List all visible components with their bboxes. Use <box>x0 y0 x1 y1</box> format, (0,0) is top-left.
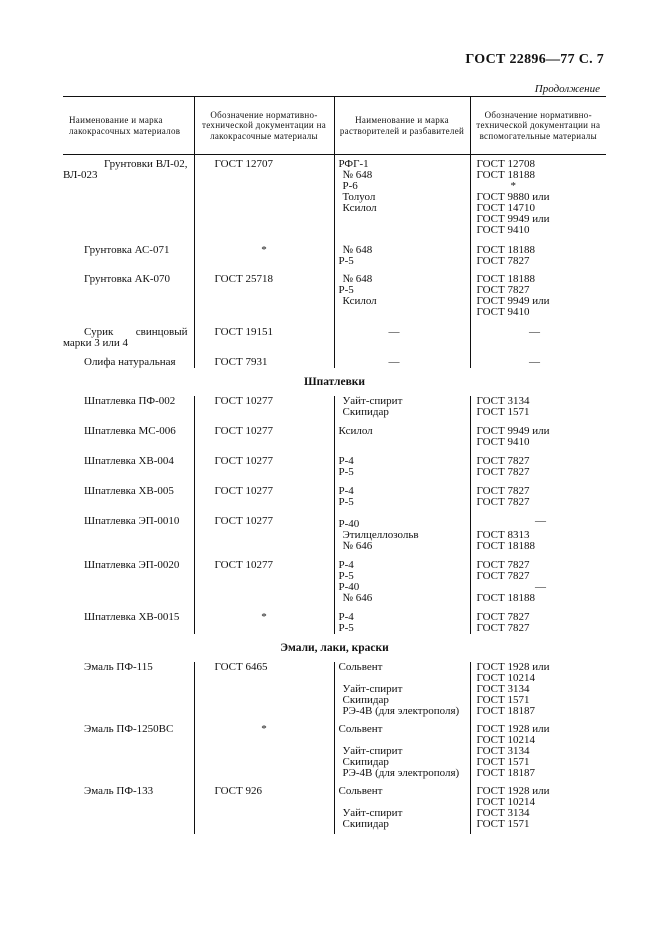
material-standard <box>194 155 334 237</box>
column-header-solvent: Наименование и марка растворителей и разбавителей <box>334 97 470 155</box>
material-name <box>63 318 194 349</box>
material-name-line: Олифа натуральная <box>84 356 176 368</box>
table-row <box>63 349 606 368</box>
table-row <box>63 155 606 237</box>
material-name-line: Шпатлевка ЭП-0020 <box>84 559 180 571</box>
material-standard <box>194 318 334 349</box>
aux-standard-item: ГОСТ 1571 <box>476 756 530 768</box>
solvent-item: РЭ-4В (для электрополя) <box>342 767 460 779</box>
material-name-line: Эмаль ПФ-133 <box>84 785 154 797</box>
material-standard <box>194 349 334 368</box>
continuation-label: Продолжение <box>534 83 600 95</box>
aux-standard-list <box>470 418 606 448</box>
table-row <box>63 604 606 634</box>
solvent-list <box>334 349 470 368</box>
aux-standard-item: ГОСТ 18188 <box>476 592 535 604</box>
table-row <box>63 448 606 478</box>
aux-standard-item: ГОСТ 7827 <box>476 559 530 571</box>
empty-dash: — <box>529 326 540 338</box>
solvent-item: Р-5 <box>338 570 354 582</box>
material-name <box>63 267 194 318</box>
standard-value: * <box>261 244 267 256</box>
standard-value: ГОСТ 10277 <box>214 485 273 497</box>
aux-standard-item: ГОСТ 18187 <box>476 705 535 717</box>
standard-value: ГОСТ 10277 <box>214 515 273 527</box>
aux-standard-item: ГОСТ 9410 <box>476 306 530 318</box>
aux-standard-item: ГОСТ 3134 <box>476 395 530 407</box>
solvent-list <box>334 267 470 318</box>
aux-standard-item: ГОСТ 1928 или <box>476 723 550 735</box>
aux-standard-item: ГОСТ 9949 или <box>476 295 550 307</box>
aux-standard-list <box>470 318 606 349</box>
solvent-list <box>334 418 470 448</box>
standard-value: ГОСТ 12707 <box>214 158 273 170</box>
aux-standard-item: ГОСТ 7827 <box>476 611 530 623</box>
solvent-list <box>334 662 470 717</box>
aux-standard-item: * <box>510 180 516 192</box>
material-name <box>63 604 194 634</box>
solvent-item: Р-4 <box>338 485 354 497</box>
aux-standard-list <box>470 508 606 552</box>
aux-standard-item: ГОСТ 10214 <box>476 796 535 808</box>
solvent-item: № 648 <box>342 169 373 181</box>
standard-value: ГОСТ 25718 <box>214 273 273 285</box>
aux-standard-item: ГОСТ 1571 <box>476 694 530 706</box>
aux-standard-item: ГОСТ 7827 <box>476 255 530 267</box>
solvent-item: Уайт-спирит <box>342 683 403 695</box>
table-row <box>63 662 606 717</box>
material-standard <box>194 236 334 267</box>
aux-standard-item: ГОСТ 14710 <box>476 202 535 214</box>
table-row <box>63 779 606 834</box>
solvent-item: Толуол <box>342 191 376 203</box>
aux-standard-item: ГОСТ 3134 <box>476 745 530 757</box>
solvent-item: Р-5 <box>338 284 354 296</box>
solvent-list <box>334 508 470 552</box>
material-name <box>63 396 194 418</box>
material-standard <box>194 478 334 508</box>
solvent-list <box>334 717 470 779</box>
aux-standard-item: ГОСТ 1928 или <box>476 785 550 797</box>
material-standard <box>194 717 334 779</box>
material-name <box>63 349 194 368</box>
solvent-item: № 648 <box>342 273 373 285</box>
table-row <box>63 508 606 552</box>
material-name-word: Сурик <box>84 326 114 338</box>
material-standard <box>194 779 334 834</box>
aux-standard-list <box>470 155 606 237</box>
aux-standard-item: ГОСТ 3134 <box>476 807 530 819</box>
aux-standard-item: — <box>535 581 546 593</box>
aux-standard-item: ГОСТ 18187 <box>476 767 535 779</box>
solvent-item: Р-4 <box>338 611 354 623</box>
solvent-list <box>334 236 470 267</box>
aux-standard-item: ГОСТ 7827 <box>476 496 530 508</box>
aux-standard-item: ГОСТ 7827 <box>476 622 530 634</box>
material-name-line: марки 3 или 4 <box>63 337 129 349</box>
solvent-item: Ксилол <box>342 202 377 214</box>
table-row <box>63 478 606 508</box>
aux-standard-item: ГОСТ 9880 или <box>476 191 550 203</box>
aux-standard-list <box>470 478 606 508</box>
aux-standard-list <box>470 448 606 478</box>
solvent-item: Р-6 <box>342 180 358 192</box>
solvent-item: Скипидар <box>342 406 389 418</box>
aux-standard-item: ГОСТ 3134 <box>476 683 530 695</box>
table-row <box>63 318 606 349</box>
solvent-item: РЭ-4В (для электрополя) <box>342 705 460 717</box>
solvent-item: № 646 <box>342 592 373 604</box>
material-name <box>63 662 194 717</box>
standard-value: ГОСТ 19151 <box>214 326 273 338</box>
standard-value: ГОСТ 10277 <box>214 425 273 437</box>
material-standard <box>194 604 334 634</box>
table-row <box>63 418 606 448</box>
standard-value: ГОСТ 926 <box>214 785 262 797</box>
section-heading-row <box>63 634 606 662</box>
empty-dash: — <box>529 356 540 368</box>
material-name-word: свинцовый <box>135 326 188 338</box>
standard-value: ГОСТ 6465 <box>214 661 268 673</box>
material-standard <box>194 448 334 478</box>
aux-standard-item: ГОСТ 7827 <box>476 570 530 582</box>
material-name-line: Грунтовки ВЛ-02, <box>103 158 188 170</box>
material-name <box>63 717 194 779</box>
aux-standard-list <box>470 267 606 318</box>
material-name-line: Шпатлевка МС-006 <box>84 425 176 437</box>
aux-standard-list <box>470 349 606 368</box>
aux-standard-list <box>470 396 606 418</box>
solvent-item: Скипидар <box>342 756 389 768</box>
solvent-list <box>334 318 470 349</box>
material-name-line: ВЛ-023 <box>63 169 98 181</box>
aux-standard-item: ГОСТ 7827 <box>476 284 530 296</box>
solvent-item: Р-40 <box>338 581 360 593</box>
empty-dash: — <box>388 356 400 368</box>
table-row <box>63 552 606 604</box>
solvent-list <box>334 604 470 634</box>
aux-standard-item: ГОСТ 7827 <box>476 455 530 467</box>
aux-standard-item: ГОСТ 12708 <box>476 158 535 170</box>
solvent-list <box>334 552 470 604</box>
aux-standard-list <box>470 662 606 717</box>
solvent-list <box>334 155 470 237</box>
material-name-line: Грунтовка АК-070 <box>84 273 171 285</box>
table-row <box>63 717 606 779</box>
standard-value: ГОСТ 10277 <box>214 559 273 571</box>
aux-standard-item: ГОСТ 10214 <box>476 734 535 746</box>
material-name <box>63 418 194 448</box>
solvent-item: Р-4 <box>338 455 354 467</box>
aux-standard-item: ГОСТ 1571 <box>476 406 530 418</box>
solvent-item: Р-5 <box>338 466 354 478</box>
solvent-item: Ксилол <box>338 425 373 437</box>
material-standard <box>194 508 334 552</box>
material-name-line: Шпатлевка ХВ-004 <box>84 455 174 467</box>
column-header-paint-material: Наименование и марка лакокрасочных материалов <box>63 97 194 155</box>
solvent-item: Этилцеллозольв <box>342 529 419 541</box>
standard-value: * <box>261 611 267 623</box>
table-row <box>63 396 606 418</box>
aux-standard-item: ГОСТ 1571 <box>476 818 530 830</box>
solvent-item: Ксилол <box>342 295 377 307</box>
material-name <box>63 155 194 237</box>
solvent-item: Скипидар <box>342 694 389 706</box>
aux-standard-list <box>470 779 606 834</box>
solvent-list <box>334 448 470 478</box>
material-name <box>63 779 194 834</box>
aux-standard-item: ГОСТ 9949 или <box>476 213 550 225</box>
material-name <box>63 552 194 604</box>
materials-table <box>63 96 606 834</box>
table-row <box>63 236 606 267</box>
section-heading-row <box>63 368 606 396</box>
column-header-paint-standard: Обозначение нормативно-технической документации на лакокрасочные материалы <box>194 97 334 155</box>
solvent-item: Сольвент <box>338 785 383 797</box>
material-name-line: Шпатлевка ПФ-002 <box>84 395 176 407</box>
aux-standard-item: ГОСТ 18188 <box>476 273 535 285</box>
material-name <box>63 478 194 508</box>
aux-standard-item: ГОСТ 8313 <box>476 529 530 541</box>
material-name <box>63 448 194 478</box>
aux-standard-item: ГОСТ 10214 <box>476 672 535 684</box>
page-header: ГОСТ 22896—77 С. 7 <box>465 52 604 67</box>
empty-dash: — <box>388 326 400 338</box>
solvent-item: Сольвент <box>338 661 383 673</box>
solvent-list <box>334 478 470 508</box>
aux-standard-item: ГОСТ 9949 или <box>476 425 550 437</box>
material-name-line: Шпатлевка ХВ-0015 <box>84 611 180 623</box>
material-name-line: Грунтовка АС-071 <box>84 244 170 256</box>
solvent-item: № 648 <box>342 244 373 256</box>
section-heading-enamels: Эмали, лаки, краски <box>280 642 389 654</box>
material-standard <box>194 418 334 448</box>
solvent-item: РФГ-1 <box>338 158 369 170</box>
material-standard <box>194 267 334 318</box>
material-standard <box>194 552 334 604</box>
solvent-item: Уайт-спирит <box>342 745 403 757</box>
material-name <box>63 508 194 552</box>
material-name-line: Шпатлевка ХВ-005 <box>84 485 174 497</box>
solvent-item: № 646 <box>342 540 373 552</box>
standard-value: ГОСТ 10277 <box>214 395 273 407</box>
aux-standard-item: ГОСТ 1928 или <box>476 661 550 673</box>
solvent-list <box>334 779 470 834</box>
aux-standard-item: ГОСТ 7827 <box>476 485 530 497</box>
solvent-item: Уайт-спирит <box>342 807 403 819</box>
standard-value: * <box>261 723 267 735</box>
solvent-item: Р-5 <box>338 622 354 634</box>
material-name-line: Эмаль ПФ-115 <box>84 661 153 673</box>
material-standard <box>194 662 334 717</box>
aux-standard-item: ГОСТ 9410 <box>476 224 530 236</box>
aux-standard-item: ГОСТ 9410 <box>476 436 530 448</box>
material-name-line: Эмаль ПФ-1250ВС <box>84 723 174 735</box>
table-header-row <box>63 97 606 155</box>
standard-value: ГОСТ 10277 <box>214 455 273 467</box>
solvent-item: Скипидар <box>342 818 389 830</box>
aux-standard-list <box>470 552 606 604</box>
section-heading-putty: Шпатлевки <box>303 376 366 388</box>
aux-standard-list <box>470 236 606 267</box>
standard-value: ГОСТ 7931 <box>214 356 268 368</box>
aux-standard-list <box>470 604 606 634</box>
aux-standard-list <box>470 717 606 779</box>
solvent-item: Р-5 <box>338 496 354 508</box>
solvent-item: Р-5 <box>338 255 354 267</box>
column-header-aux-standard: Обозначение нормативно-технической документации на вспомогательные материалы <box>470 97 606 155</box>
aux-standard-item: ГОСТ 18188 <box>476 169 535 181</box>
aux-standard-item: ГОСТ 18188 <box>476 540 535 552</box>
aux-standard-item: — <box>535 515 546 527</box>
material-name <box>63 236 194 267</box>
material-standard <box>194 396 334 418</box>
aux-standard-item: ГОСТ 7827 <box>476 466 530 478</box>
solvent-list <box>334 396 470 418</box>
material-name-line: Шпатлевка ЭП-0010 <box>84 515 180 527</box>
solvent-item: Уайт-спирит <box>342 395 403 407</box>
solvent-item: Р-40 <box>338 518 360 530</box>
solvent-item: Сольвент <box>338 723 383 735</box>
table-row <box>63 267 606 318</box>
solvent-item: Р-4 <box>338 559 354 571</box>
aux-standard-item: ГОСТ 18188 <box>476 244 535 256</box>
